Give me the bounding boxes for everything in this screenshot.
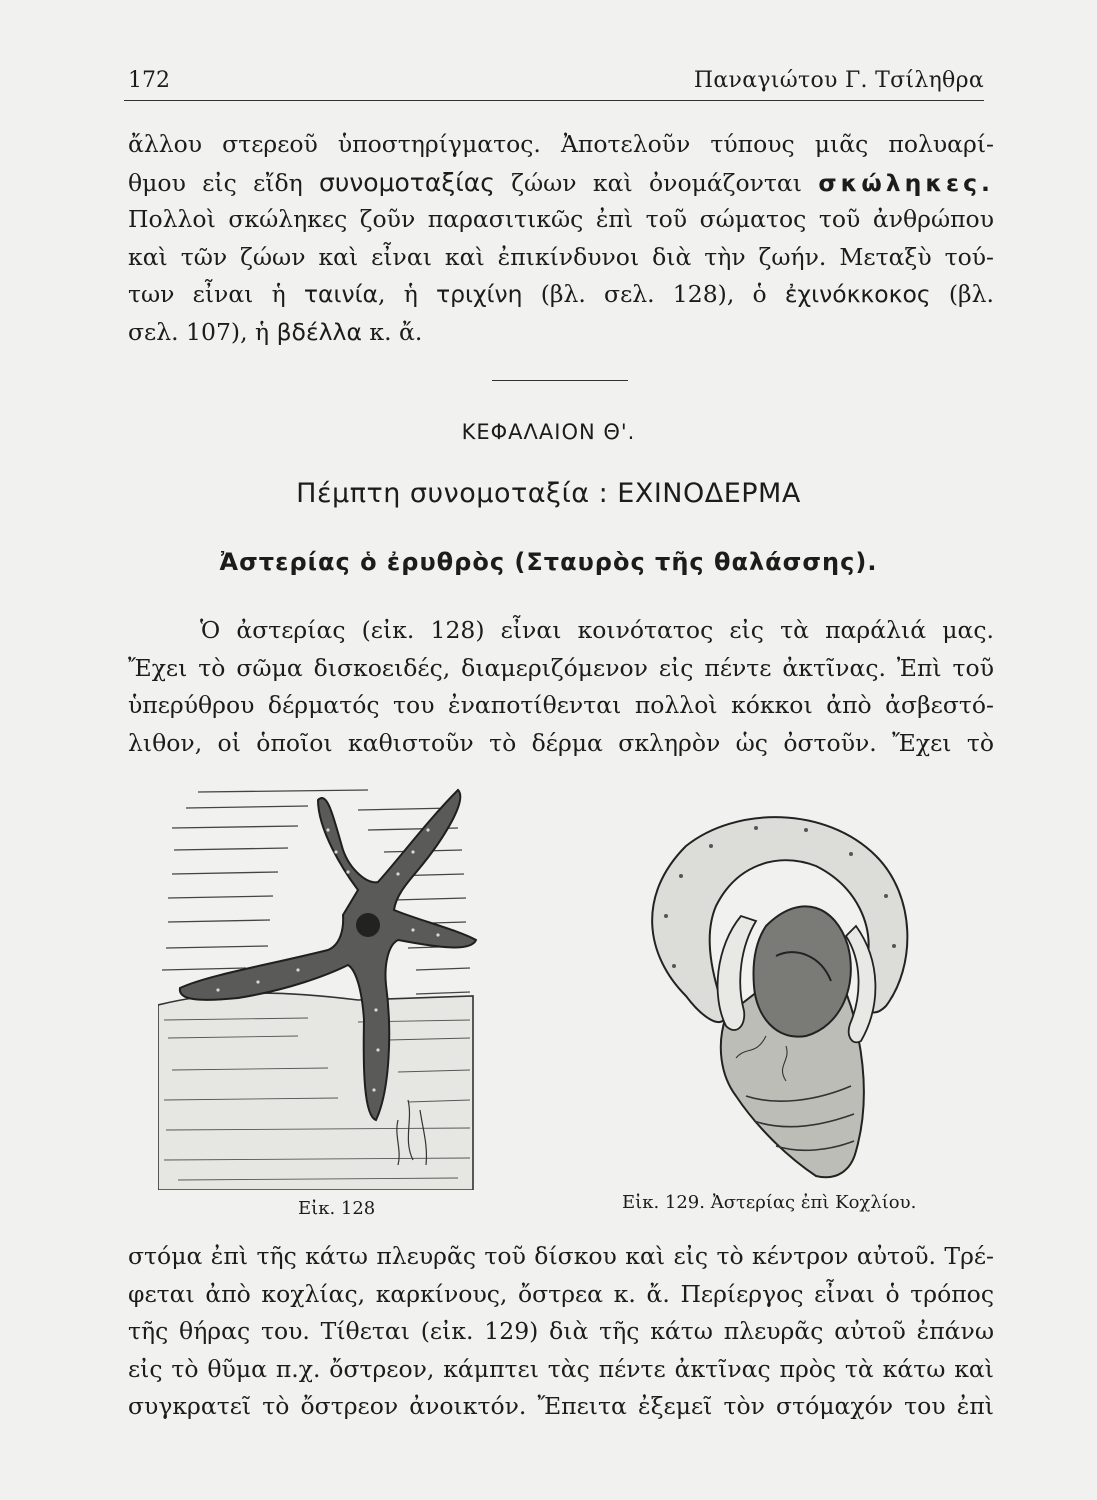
paragraph-worms <box>128 126 994 352</box>
text-line: Ὁ ἀστερίας (εἰκ. 128) εἶναι κοινότατος εἰς τὰ παράλιά μας. <box>200 616 994 644</box>
subsection-title: Ἀστερίας ὁ ἐρυθρὸς (Σταυρὸς τῆς θαλάσσης). <box>219 548 878 576</box>
text-span: θμου εἰς εἴδη <box>128 168 320 197</box>
text-line: ἄλλου στερεοῦ ὑποστηρίγματος. Ἀποτελοῦν τύπους μιᾶς πολυαρί- <box>128 130 994 158</box>
text-span: των εἶναι ἡ <box>128 280 304 309</box>
text-line <box>128 276 994 314</box>
text-line: συγκρατεῖ τὸ ὄστρεον ἀνοικτόν. Ἔπειτα ἐξεμεῖ τὸν στόμαχόν του ἐπὶ <box>128 1392 994 1421</box>
page-header <box>124 66 984 101</box>
figure-129-caption: Εἰκ. 129. Ἀστερίας ἐπὶ Κοχλίου. <box>622 1192 917 1213</box>
text-span: κ. ἄ. <box>361 317 423 346</box>
term-worms: σκώληκες. <box>818 168 994 197</box>
text-span: , ἡ <box>378 280 436 309</box>
starfish-snail-illustration <box>626 796 926 1196</box>
text-line: στόμα ἐπὶ τῆς κάτω πλευρᾶς τοῦ δίσκου καὶ εἰς τὸ κέντρον αὐτοῦ. Τρέ- <box>128 1242 994 1270</box>
text-line: εἰς τὸ θῦμα π.χ. ὄστρεον, κάμπτει τὰς πέντε ἀκτῖνας πρὸς τὰ κάτω καὶ <box>128 1354 994 1383</box>
figure-128-starfish <box>158 770 478 1190</box>
term-leech: βδέλλα <box>276 317 362 346</box>
figure-129-starfish-on-snail <box>626 796 926 1196</box>
page-number: 172 <box>128 68 170 93</box>
text-line <box>128 314 994 352</box>
paragraph-starfish <box>128 612 994 762</box>
text-line: λιθον, οἱ ὁποῖοι καθιστοῦν τὸ δέρμα σκληρὸν ὡς ὀστοῦν. Ἔχει τὸ <box>128 728 994 757</box>
text-line: τῆς θήρας του. Τίθεται (εἰκ. 129) διὰ τῆς κάτω πλευρᾶς αὐτοῦ ἐπάνω <box>128 1317 994 1346</box>
text-line: Ἔχει τὸ σῶμα δισκοειδές, διαμεριζόμενον εἰς πέντε ἀκτῖνας. Ἐπὶ τοῦ <box>128 653 994 682</box>
text-line: Πολλοὶ σκώληκες ζοῦν παρασιτικῶς ἐπὶ τοῦ σώματος τοῦ ἀνθρώπου <box>128 205 994 234</box>
term-phylum: συνομοταξίας <box>319 167 495 197</box>
text-span: σελ. 107), ἡ <box>128 317 277 346</box>
text-line <box>128 164 994 202</box>
text-line: ὑπερύθρου δέρματός του ἐναποτίθενται πολλοὶ κόκκοι ἀπὸ ἀσβεστό- <box>128 691 994 720</box>
text-span: ζώων καὶ ὀνομάζονται <box>494 168 819 197</box>
term-tapeworm: ταινία <box>303 280 379 309</box>
paragraph-feeding <box>128 1238 994 1426</box>
figure-128-caption: Εἰκ. 128 <box>298 1198 376 1219</box>
term-echinococcus: ἐχινόκκοκος <box>784 280 931 309</box>
running-head: Παναγιώτου Γ. Τσίληθρα <box>693 68 984 93</box>
section-divider <box>492 380 628 381</box>
starfish-illustration <box>158 770 478 1190</box>
text-line: καὶ τῶν ζώων καὶ εἶναι καὶ ἐπικίνδυνοι διὰ τὴν ζωήν. Μεταξὺ τού- <box>128 242 994 271</box>
text-line: φεται ἀπὸ κοχλίας, καρκίνους, ὄστρεα κ. ἄ. Περίεργος εἶναι ὁ τρόπος <box>128 1279 994 1308</box>
section-title: Πέμπτη συνομοταξία : ΕΧΙΝΟΔΕΡΜΑ <box>296 478 801 509</box>
text-span: (βλ. <box>930 280 994 309</box>
chapter-label: ΚΕΦΑΛΑΙΟΝ Θ'. <box>461 420 636 444</box>
term-trichina: τριχίνη <box>435 280 523 309</box>
text-span: (βλ. σελ. 128), ὁ <box>522 280 785 309</box>
